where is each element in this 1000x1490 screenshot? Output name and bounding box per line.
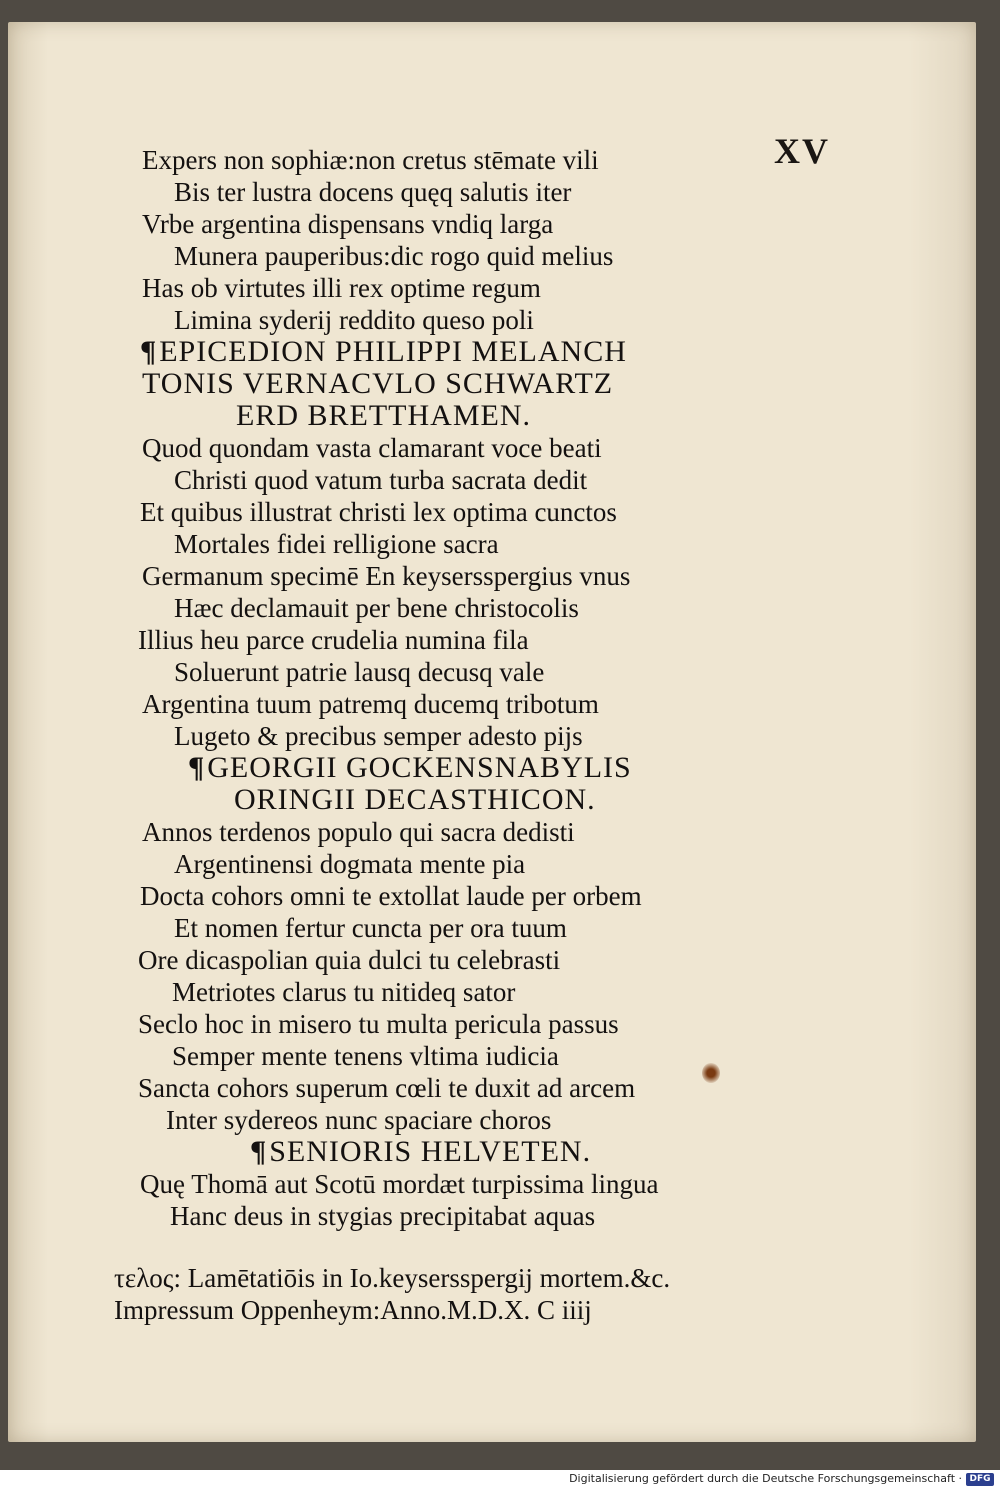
verse-line: Annos terdenos populo qui sacra dedisti [142,817,575,847]
verse-line: Argentinensi dogmata mente pia [174,849,526,879]
verse-line: Argentina tuum patremq ducemq tribotum [142,689,599,719]
verse-line: Metriotes clarus tu nitideq sator [172,977,516,1007]
pilcrow-icon: ¶ [250,1135,268,1168]
verse-line: Quę Thomā aut Scotū mordæt turpissima lingua [140,1169,659,1199]
pilcrow-icon: ¶ [188,751,206,784]
colophon-line: τελος: Lamētatiōis in Io.keysersspergij mortem.&c. [114,1263,671,1293]
verse-line: Docta cohors omni te extollat laude per orbem [140,881,642,911]
heading-text: SENIORIS HELVETEN. [269,1135,592,1168]
verse-line: Quod quondam vasta clamarant voce beati [142,433,602,463]
verse-line: Bis ter lustra docens quęq salutis iter [174,177,572,207]
verse-line: Germanum specimē En keysersspergius vnus [142,561,631,591]
section-heading: ORINGII DECASTHICON. [234,783,596,816]
funding-credit: Digitalisierung gefördert durch die Deutsche Forschungsgemeinschaft · [569,1472,962,1485]
page-folio-number: XV [774,131,830,171]
verse-line: Christi quod vatum turba sacrata dedit [174,465,588,495]
verse-line: Limina syderij reddito queso poli [174,305,534,335]
pilcrow-icon: ¶ [140,335,158,368]
section-heading [140,336,627,368]
section-heading: ERD BRETTHAMEN. [236,399,531,432]
dfg-logo-icon: DFG [966,1473,994,1486]
verse-line: Semper mente tenens vltima iudicia [172,1041,559,1071]
verse-line: Ore dicaspolian quia dulci tu celebrasti [138,945,561,975]
verse-line: Seclo hoc in misero tu multa pericula passus [138,1009,619,1039]
verse-line: Sancta cohors superum cœli te duxit ad arcem [138,1073,636,1103]
verse-line: Inter sydereos nunc spaciare choros [166,1105,552,1135]
verse-line: Munera pauperibus:dic rogo quid melius [174,241,614,271]
verse-line: Mortales fidei relligione sacra [174,529,499,559]
verse-line: Soluerunt patrie lausq decusq vale [174,657,545,687]
section-heading [188,752,632,784]
book-page [8,22,976,1442]
heading-text: EPICEDION PHILIPPI MELANCH [159,335,627,368]
verse-line: Lugeto & precibus semper adesto pijs [174,721,583,751]
verse-line: Hanc deus in stygias precipitabat aquas [170,1201,596,1231]
verse-line: Et quibus illustrat christi lex optima cunctos [140,497,617,527]
heading-text: GEORGII GOCKENSNABYLIS [207,751,632,784]
verse-line: Hæc declamauit per bene christocolis [174,593,579,623]
verse-line: Illius heu parce crudelia numina fila [138,625,529,655]
verse-line: Vrbe argentina dispensans vndiq larga [142,209,554,239]
ink-stain [702,1063,720,1083]
verse-line: Et nomen fertur cuncta per ora tuum [174,913,567,943]
verse-line: Expers non sophiæ:non cretus stēmate vili [142,145,599,175]
verse-line: Has ob virtutes illi rex optime regum [142,273,541,303]
section-heading: TONIS VERNACVLO SCHWARTZ [142,367,614,400]
section-heading [250,1136,591,1168]
imprint-line: Impressum Oppenheym:Anno.M.D.X. C iiij [114,1295,592,1325]
